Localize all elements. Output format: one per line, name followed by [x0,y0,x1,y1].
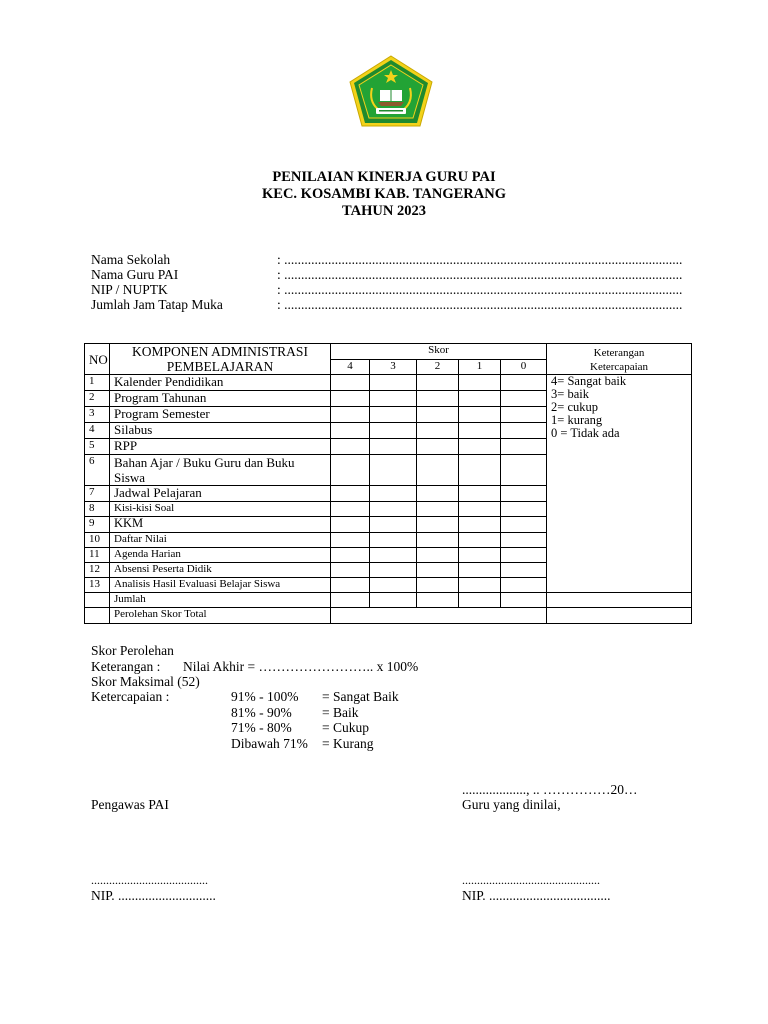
score-cell[interactable] [331,407,370,423]
score-header-3: 3 [370,359,417,375]
title-line-3: TAHUN 2023 [342,203,426,219]
row-item: Bahan Ajar / Buku Guru dan Buku Siswa [110,455,331,486]
score-cell[interactable] [331,517,370,533]
total-row [85,593,692,608]
row-item: Silabus [110,423,331,439]
score-cell[interactable] [417,423,459,439]
score-cell[interactable] [501,502,547,517]
score-cell[interactable] [459,407,501,423]
field-label: Nama Guru PAI [91,267,179,282]
header-note-line1: Keterangan [593,347,645,359]
field-dotted-line: : ...................................................................................................................... [277,267,683,282]
header-component-line1: KOMPONEN ADMINISTRASI [132,344,308,359]
field-teacher-name[interactable] [91,267,691,283]
score-cell[interactable] [459,563,501,578]
range-3-result: = Cukup [322,720,369,735]
score-cell[interactable] [370,486,417,502]
range-2-result: = Baik [322,705,359,720]
legend-item: 0 = Tidak ada [551,426,620,440]
legend-item: 4= Sangat baik [551,374,627,388]
score-cell[interactable] [370,375,417,391]
score-cell[interactable] [417,486,459,502]
supervisor-label: Pengawas PAI [91,797,169,812]
range-4-result: = Kurang [322,736,374,751]
score-cell[interactable] [417,517,459,533]
score-cell[interactable] [417,375,459,391]
score-cell[interactable] [459,517,501,533]
row-item: Kisi-kisi Soal [110,502,331,517]
legend-item: 1= kurang [551,413,603,427]
score-cell[interactable] [331,455,370,486]
score-cell[interactable] [501,486,547,502]
header-no: NO [85,344,110,375]
score-cell[interactable] [459,455,501,486]
score-cell[interactable] [417,578,459,593]
score-cell[interactable] [370,502,417,517]
row-no: 7 [85,486,110,502]
legend-item: 3= baik [551,387,589,401]
score-cell[interactable] [501,548,547,563]
row-item: Program Tahunan [110,391,331,407]
score-cell[interactable] [459,533,501,548]
max-score-label: Skor Maksimal (52) [91,674,200,689]
header-component-line2: PEMBELAJARAN [166,359,274,374]
total-score-cell[interactable] [331,593,370,608]
score-cell[interactable] [370,563,417,578]
score-cell[interactable] [459,391,501,407]
score-cell[interactable] [370,578,417,593]
row-item: Agenda Harian [110,548,331,563]
total-score-cell[interactable] [501,593,547,608]
score-cell[interactable] [417,502,459,517]
score-cell[interactable] [501,578,547,593]
row-item: Analisis Hasil Evaluasi Belajar Siswa [110,578,331,593]
score-cell[interactable] [370,455,417,486]
row-no: 1 [85,375,110,391]
range-2: 81% - 90% [231,705,292,720]
row-no: 6 [85,455,110,486]
score-obtained-label: Skor Perolehan [91,643,174,658]
achievement-label: Ketercapaian : [91,689,170,704]
header-component [110,344,331,375]
score-cell[interactable] [501,423,547,439]
row-no: 10 [85,533,110,548]
title-line-2: KEC. KOSAMBI KAB. TANGERANG [262,186,506,202]
score-cell[interactable] [331,439,370,455]
row-item: Absensi Peserta Didik [110,563,331,578]
score-cell[interactable] [417,391,459,407]
score-cell[interactable] [459,423,501,439]
range-1-result: = Sangat Baik [322,689,399,704]
place-date-line: ..................., .. ……………20… [462,782,638,797]
score-header-2: 2 [417,359,459,375]
row-no: 2 [85,391,110,407]
total-label: Jumlah [110,593,331,608]
row-no: 13 [85,578,110,593]
teacher-name-line: .............................................. [462,873,600,887]
score-cell[interactable] [417,533,459,548]
row-no: 3 [85,407,110,423]
header-note [547,344,692,375]
score-cell[interactable] [331,533,370,548]
score-cell[interactable] [459,502,501,517]
row-no: 11 [85,548,110,563]
row-no: 12 [85,563,110,578]
score-cell[interactable] [501,563,547,578]
total-score-cell[interactable] [417,593,459,608]
field-dotted-line: : ...................................................................................................................... [277,282,683,297]
range-1: 91% - 100% [231,689,299,704]
score-cell[interactable] [417,455,459,486]
field-label: NIP / NUPTK [91,282,168,297]
field-nip[interactable] [91,282,691,298]
score-cell[interactable] [331,548,370,563]
score-cell[interactable] [501,455,547,486]
range-4: Dibawah 71% [231,736,308,751]
score-cell[interactable] [370,423,417,439]
score-header-4: 4 [331,359,370,375]
score-cell[interactable] [370,439,417,455]
supervisor-nip: NIP. ............................. [91,888,216,903]
total-score-cell[interactable] [370,593,417,608]
score-cell[interactable] [459,375,501,391]
field-dotted-line: : ...................................................................................................................... [277,252,683,267]
row-no: 5 [85,439,110,455]
grand-total-label: Perolehan Skor Total [110,608,331,624]
total-score-cell[interactable] [459,593,501,608]
header-score: Skor [331,344,547,360]
score-cell[interactable] [331,502,370,517]
assessment-table [84,343,692,624]
score-cell[interactable] [459,439,501,455]
score-cell[interactable] [501,391,547,407]
achievement-legend [547,375,692,593]
final-value-formula: Nilai Akhir = …………………….. x 100% [183,659,419,674]
teacher-nip: NIP. .................................... [462,888,611,903]
score-cell[interactable] [501,407,547,423]
field-dotted-line: : ...................................................................................................................... [277,297,683,312]
score-cell[interactable] [501,517,547,533]
row-item: Kalender Pendidikan [110,375,331,391]
title-line-1: PENILAIAN KINERJA GURU PAI [272,169,496,185]
score-cell[interactable] [331,375,370,391]
score-cell[interactable] [331,563,370,578]
score-cell[interactable] [331,423,370,439]
score-cell[interactable] [501,375,547,391]
score-cell[interactable] [370,391,417,407]
supervisor-name-line: ....................................... [91,873,208,887]
score-header-0: 0 [501,359,547,375]
kemenag-emblem-icon [348,54,434,128]
row-no: 8 [85,502,110,517]
legend-item: 2= cukup [551,400,598,414]
field-school-name[interactable] [91,252,691,268]
row-item: Program Semester [110,407,331,423]
row-item: Jadwal Pelajaran [110,486,331,502]
header-note-line2: Ketercapaian [590,361,649,373]
row-item: Daftar Nilai [110,533,331,548]
teacher-label: Guru yang dinilai, [462,797,561,812]
note-label: Keterangan : [91,659,161,674]
row-item: RPP [110,439,331,455]
score-cell[interactable] [501,439,547,455]
score-cell[interactable] [417,548,459,563]
grand-total-row [85,608,692,624]
score-cell[interactable] [370,533,417,548]
score-cell[interactable] [459,578,501,593]
range-3: 71% - 80% [231,720,292,735]
score-header-1: 1 [459,359,501,375]
field-label: Jumlah Jam Tatap Muka [91,297,223,312]
row-no: 4 [85,423,110,439]
field-label: Nama Sekolah [91,252,171,267]
score-cell[interactable] [501,533,547,548]
score-cell[interactable] [331,578,370,593]
field-teaching-hours[interactable] [91,297,691,313]
score-cell[interactable] [331,486,370,502]
score-cell[interactable] [459,548,501,563]
score-cell[interactable] [459,486,501,502]
table-row [85,375,692,391]
score-cell[interactable] [417,407,459,423]
row-item: KKM [110,517,331,533]
score-cell[interactable] [370,548,417,563]
score-cell[interactable] [417,563,459,578]
score-cell[interactable] [331,391,370,407]
score-cell[interactable] [417,439,459,455]
row-no: 9 [85,517,110,533]
score-cell[interactable] [370,517,417,533]
score-cell[interactable] [370,407,417,423]
grand-total-cell[interactable] [331,608,547,624]
